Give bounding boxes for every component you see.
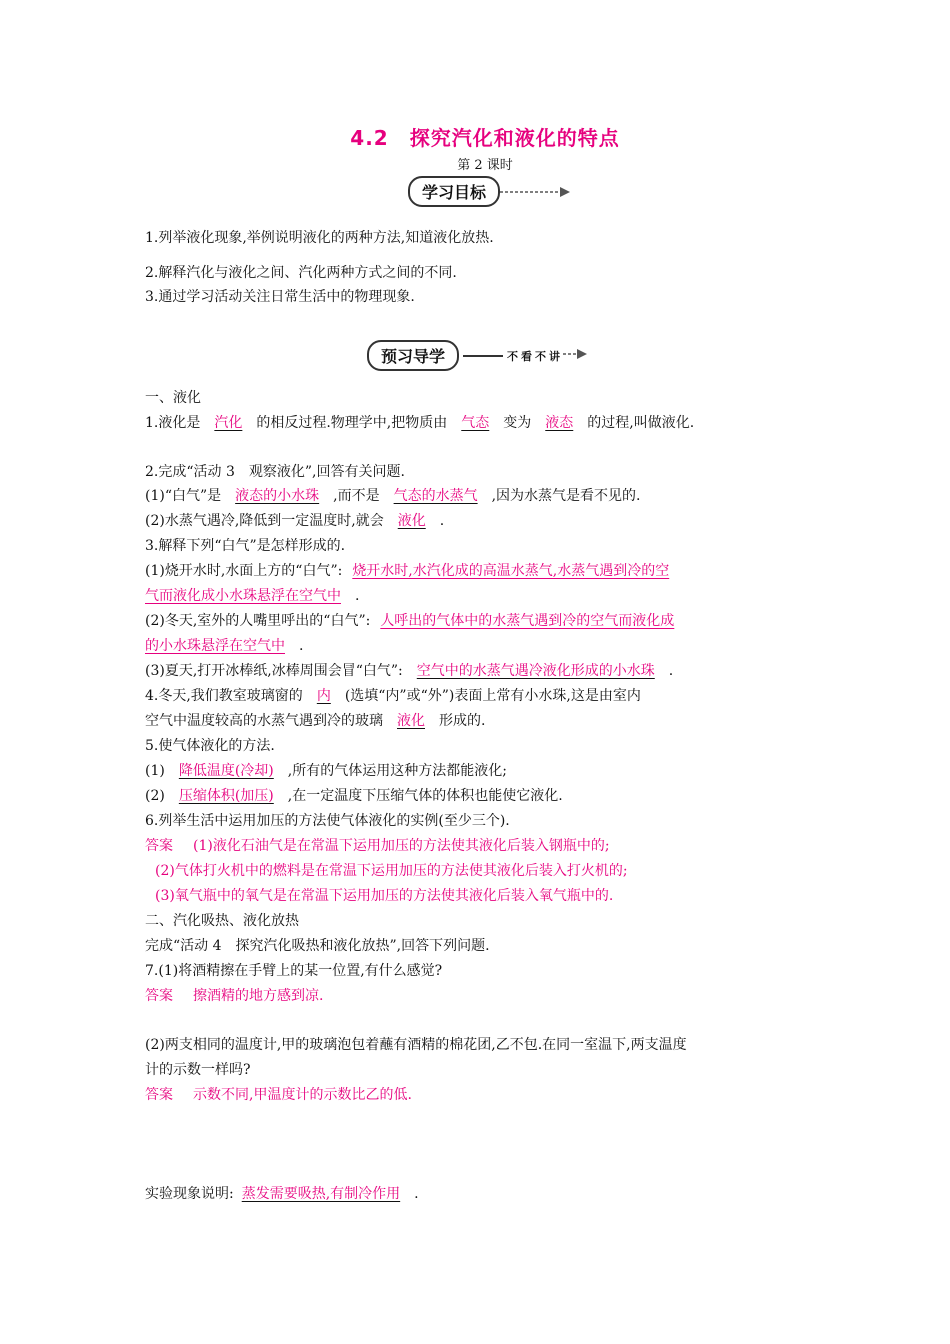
question-3-2-cont: 的小水珠悬浮在空气中 .	[145, 638, 304, 654]
question-3: 3.解释下列“白气”是怎样形成的.	[145, 538, 346, 554]
preview-banner	[367, 340, 587, 371]
page-title: 4.2 探究汽化和液化的特点	[350, 126, 620, 150]
learning-goals-banner	[408, 176, 570, 207]
question-7-2: (2)两支相同的温度计,甲的玻璃泡包着蘸有酒精的棉花团,乙不包.在同一室温下,两支温度	[145, 1037, 687, 1053]
arrow-icon	[500, 185, 570, 199]
answer-7-2: 答案 示数不同,甲温度计的示数比乙的低.	[145, 1087, 412, 1103]
section-heading: 二、汽化吸热、液化放热	[145, 913, 299, 929]
question-7-2-cont: 计的示数一样吗?	[145, 1062, 251, 1078]
answer-7-1: 答案 擦酒精的地方感到凉.	[145, 988, 324, 1004]
answer-6-2: (2)气体打火机中的燃料是在常温下运用加压的方法使其液化后装入打火机的;	[155, 863, 628, 879]
goal-item: 2.解释汽化与液化之间、汽化两种方式之间的不同.	[145, 265, 457, 281]
question-7-1: 7.(1)将酒精擦在手臂上的某一位置,有什么感觉?	[145, 963, 443, 979]
question-3-1: (1)烧开水时,水面上方的“白气”: 烧开水时,水汽化成的高温水蒸气,水蒸气遇到冷的空	[145, 563, 670, 579]
question-6: 6.列举生活中运用加压的方法使气体液化的实例(至少三个).	[145, 813, 510, 829]
question-2: 2.完成“活动 3 观察液化”,回答有关问题.	[145, 464, 405, 480]
question-3-3: (3)夏天,打开冰棒纸,冰棒周围会冒“白气”: 空气中的水蒸气遇冷液化形成的小水珠 .	[145, 663, 674, 679]
question-3-1-cont: 气而液化成小水珠悬浮在空气中 .	[145, 588, 360, 604]
banner-label: 预习导学	[367, 340, 459, 371]
question-2-2: (2)水蒸气遇冷,降低到一定温度时,就会 液化 .	[145, 513, 445, 529]
question-5: 5.使气体液化的方法.	[145, 738, 275, 754]
banner-tail: 不看不讲	[507, 349, 564, 363]
question-3-2: (2)冬天,室外的人嘴里呼出的“白气”: 人呼出的气体中的水蒸气遇到冷的空气而液化成	[145, 613, 675, 629]
question-1: 1.液化是 汽化 的相反过程.物理学中,把物质由 气态 变为 液态 的过程,叫做液化.	[145, 415, 695, 431]
banner-rule	[463, 355, 503, 357]
answer-6-1: 答案 (1)液化石油气是在常温下运用加压的方法使其液化后装入钢瓶中的;	[145, 838, 610, 854]
question-2-1: (1)“白气”是 液态的小水珠 ,而不是 气态的水蒸气 ,因为水蒸气是看不见的.	[145, 488, 641, 504]
question-5-1: (1) 降低温度(冷却) ,所有的气体运用这种方法都能液化;	[145, 763, 507, 779]
lesson-subtitle: 第 2 课时	[457, 158, 513, 173]
activity-intro: 完成“活动 4 探究汽化吸热和液化放热”,回答下列问题.	[145, 938, 490, 954]
section-heading: 一、液化	[145, 390, 201, 406]
goal-item: 1.列举液化现象,举例说明液化的两种方法,知道液化放热.	[145, 230, 494, 246]
question-4-cont: 空气中温度较高的水蒸气遇到冷的玻璃 液化 形成的.	[145, 713, 486, 729]
arrow-icon	[563, 346, 587, 365]
question-4: 4.冬天,我们教室玻璃窗的 内 (选填“内”或“外”)表面上常有小水珠,这是由室内	[145, 688, 641, 704]
goal-item: 3.通过学习活动关注日常生活中的物理现象.	[145, 289, 415, 305]
question-5-2: (2) 压缩体积(加压) ,在一定温度下压缩气体的体积也能使它液化.	[145, 788, 563, 804]
banner-label: 学习目标	[408, 176, 500, 207]
experiment-conclusion: 实验现象说明: 蒸发需要吸热,有制冷作用 .	[145, 1186, 419, 1202]
answer-6-3: (3)氧气瓶中的氧气是在常温下运用加压的方法使其液化后装入氧气瓶中的.	[155, 888, 614, 904]
